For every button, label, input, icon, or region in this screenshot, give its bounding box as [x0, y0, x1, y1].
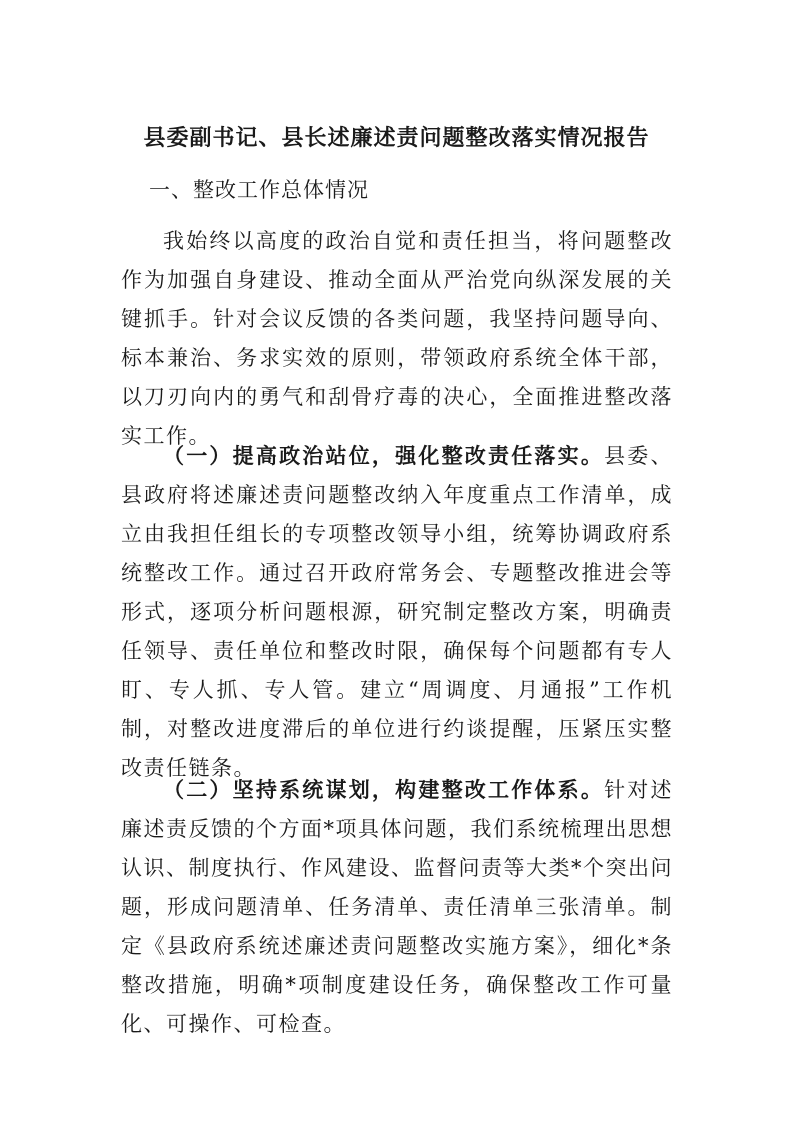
paragraph-lead: （二）坚持系统谋划，构建整改工作体系。	[163, 777, 605, 802]
paragraph-lead: （一）提高政治站位，强化整改责任落实。	[163, 443, 605, 468]
body-paragraph	[121, 436, 673, 788]
body-paragraph: 我始终以高度的政治自觉和责任担当，将问题整改作为加强自身建设、推动全面从严治党向纵深发展的关键抓手。针对会议反馈的各类问题，我坚持问题导向、标本兼治、务求实效的原则，带领政府系统全体干部，以刀刃向内的勇气和刮骨疗毒的决心，全面推进整改落实工作。	[121, 229, 673, 448]
paragraph-body: 县委、县政府将述廉述责问题整改纳入年度重点工作清单，成立由我担任组长的专项整改领导小组，统筹协调政府系统整改工作。通过召开政府常务会、专题整改推进会等形式，逐项分析问题根源，研究制定整改方案，明确责任领导、责任单位和整改时限，确保每个问题都有专人盯、专人抓、专人管。建立“周调度、月通报”工作机制，对整改进度滞后的单位进行约谈提醒，压紧压实整改责任链条。	[121, 444, 674, 780]
document-title: 县委副书记、县长述廉述责问题整改落实情况报告	[143, 125, 650, 151]
section-heading: 一、整改工作总体情况	[149, 178, 369, 202]
body-paragraph	[121, 770, 673, 1044]
paragraph-body: 针对述廉述责反馈的个方面*项具体问题，我们系统梳理出思想认识、制度执行、作风建设、监督问责等大类*个突出问题，形成问题清单、任务清单、责任清单三张清单。制定《县政府系统述廉述责问题整改实施方案》，细化*条整改措施，明确*项制度建设任务，确保整改工作可量化、可操作、可检查。	[121, 778, 674, 1036]
